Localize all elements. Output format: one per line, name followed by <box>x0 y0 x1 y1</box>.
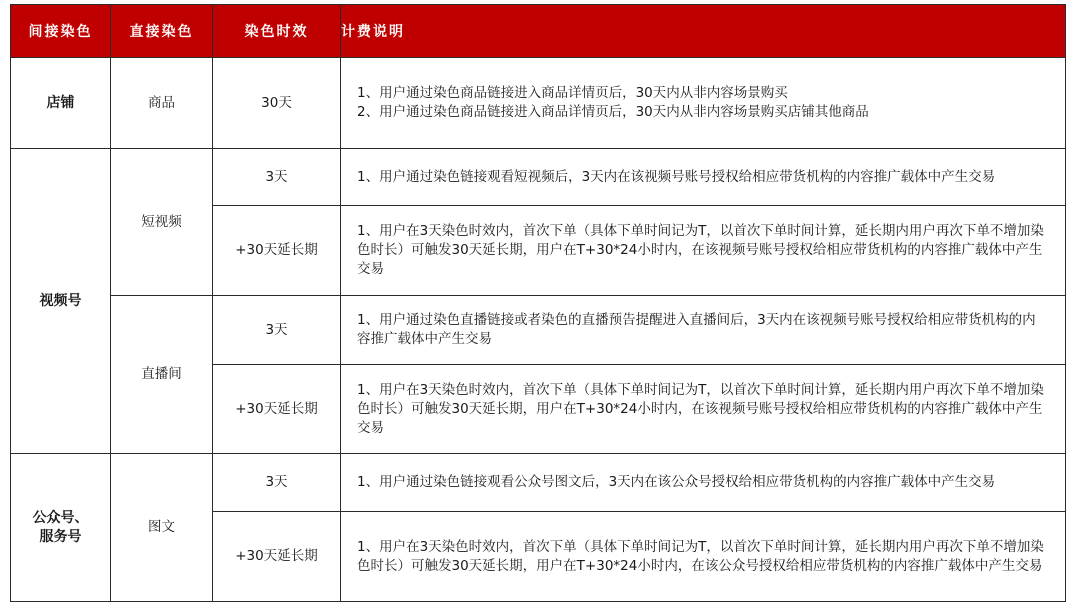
header-indirect-dye: 间接染色 <box>11 5 111 58</box>
description-cell: 1、用户通过染色链接观看短视频后，3天内在该视频号账号授权给相应带货机构的内容推广载体中产生交易 <box>341 149 1066 206</box>
duration-cell: +30天延长期 <box>213 206 341 296</box>
table-row <box>11 296 1066 365</box>
sub-product: 商品 <box>111 58 213 149</box>
header-dye-duration: 染色时效 <box>213 5 341 58</box>
category-channels: 视频号 <box>11 149 111 454</box>
description-line: 2、用户通过染色商品链接进入商品详情页后，30天内从非内容场景购买店铺其他商品 <box>357 104 869 120</box>
duration-cell: +30天延长期 <box>213 365 341 454</box>
category-line: 服务号 <box>39 528 82 545</box>
header-direct-dye: 直接染色 <box>111 5 213 58</box>
category-official-accounts <box>11 454 111 602</box>
category-line: 公众号、 <box>32 509 89 526</box>
sub-article: 图文 <box>111 454 213 602</box>
description-cell: 1、用户在3天染色时效内，首次下单（具体下单时间记为T，以首次下单时间计算，延长期内用户再次下单不增加染色时长）可触发30天延长期，用户在T+30*24小时内，在该公众号授权给相应带货机构的内容推广载体中产生交易 <box>341 512 1066 602</box>
duration-cell: 3天 <box>213 454 341 512</box>
duration-cell: 3天 <box>213 296 341 365</box>
duration-cell: 30天 <box>213 58 341 149</box>
sub-short-video: 短视频 <box>111 149 213 296</box>
header-row <box>11 5 1066 58</box>
header-billing-description: 计费说明 <box>341 5 1066 58</box>
description-cell <box>341 58 1066 149</box>
description-line: 1、用户通过染色商品链接进入商品详情页后，30天内从非内容场景购买 <box>357 85 788 101</box>
table-row <box>11 454 1066 512</box>
description-cell: 1、用户在3天染色时效内，首次下单（具体下单时间记为T，以首次下单时间计算，延长期内用户再次下单不增加染色时长）可触发30天延长期，用户在T+30*24小时内，在该视频号账号授权给相应带货机构的内容推广载体中产生交易 <box>341 365 1066 454</box>
billing-rules-table <box>10 4 1066 602</box>
table-row <box>11 58 1066 149</box>
table-row <box>11 149 1066 206</box>
duration-cell: 3天 <box>213 149 341 206</box>
sub-live-room: 直播间 <box>111 296 213 454</box>
description-cell: 1、用户在3天染色时效内，首次下单（具体下单时间记为T，以首次下单时间计算，延长期内用户再次下单不增加染色时长）可触发30天延长期，用户在T+30*24小时内，在该视频号账号授权给相应带货机构的内容推广载体中产生交易 <box>341 206 1066 296</box>
description-cell: 1、用户通过染色直播链接或者染色的直播预告提醒进入直播间后，3天内在该视频号账号授权给相应带货机构的内容推广载体中产生交易 <box>341 296 1066 365</box>
description-cell: 1、用户通过染色链接观看公众号图文后，3天内在该公众号授权给相应带货机构的内容推广载体中产生交易 <box>341 454 1066 512</box>
duration-cell: +30天延长期 <box>213 512 341 602</box>
category-store: 店铺 <box>11 58 111 149</box>
